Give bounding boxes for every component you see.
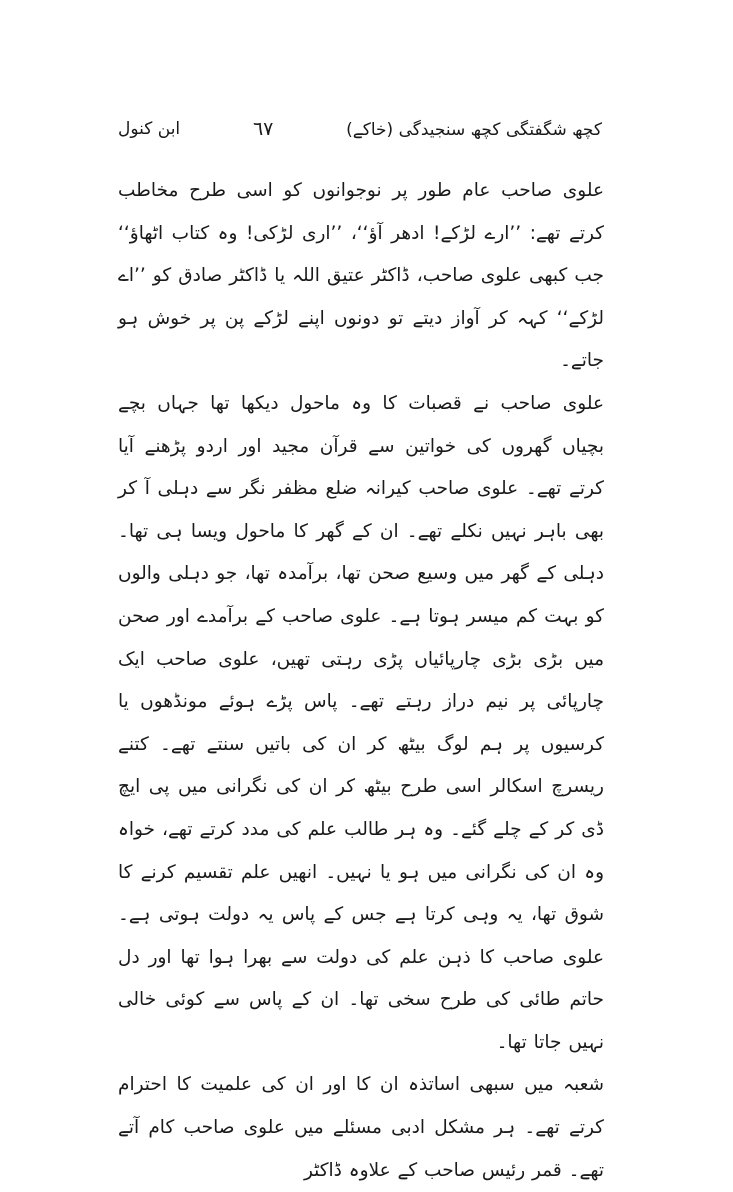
paragraph: علوی صاحب نے قصبات کا وہ ماحول دیکھا تھا جہاں بچے بچیاں گھروں کی خواتین سے قرآن مجید اور اردو پڑھنے آیا کرتے تھے۔ علوی صاحب کیرانہ ضلع مظفر نگر سے دہلی آ کر بھی باہر نہیں نکلے تھے۔ ان کے گھر کا ماحول ویسا ہی تھا۔ دہلی کے گھر میں وسیع صحن تھا، برآمدہ تھا، جو دہلی والوں کو بہت کم میسر ہوتا ہے۔ علوی صاحب کے برآمدے اور صحن میں بڑی بڑی چارپائیاں پڑی رہتی تھیں، علوی صاحب ایک چارپائی پر نیم دراز رہتے تھے۔ پاس پڑے ہوئے مونڈھوں یا کرسیوں پر ہم لوگ بیٹھ کر ان کی باتیں سنتے تھے۔ کتنے ریسرچ اسکالر اسی طرح بیٹھ کر ان کی نگرانی میں پی ایچ ڈی کر کے چلے گئے۔ وہ ہر طالب علم کی مدد کرتے تھے، خواہ وہ ان کی نگرانی میں ہو یا نہیں۔ انھیں علم تقسیم کرنے کا شوق تھا، یہ وہی کرتا ہے جس کے پاس یہ دولت ہوتی ہے۔ علوی صاحب کا ذہن علم کی دولت سے بھرا ہوا تھا اور دل حاتم طائی کی طرح سخی تھا۔ ان کے پاس سے کوئی خالی نہیں جاتا تھا۔ — [118, 392, 604, 1053]
paragraph: علوی صاحب عام طور پر نوجوانوں کو اسی طرح مخاطب کرتے تھے: ’’ارے لڑکے! ادھر آؤ‘‘، ’’اری لڑکی! وہ کتاب اٹھاؤ‘‘ جب کبھی علوی صاحب، ڈاکٹر عتیق اللہ یا ڈاکٹر صادق کو ’’اے لڑکے‘‘ کہہ کر آواز دیتے تو دونوں اپنے لڑکے پن پر خوش ہو جاتے۔ — [118, 180, 604, 372]
paragraph: شعبہ میں سبھی اساتذہ ان کا اور ان کی علمیت کا احترام کرتے تھے۔ ہر مشکل ادبی مسئلے میں علوی صاحب کام آتے تھے۔ قمر رئیس صاحب کے علاوہ ڈاکٹر — [118, 1074, 604, 1181]
page-number: ٦٧ — [252, 118, 274, 140]
author-name: ابن کنول — [118, 119, 181, 139]
body-text — [118, 170, 604, 1192]
running-header — [118, 112, 602, 146]
book-title: کچھ شگفتگی کچھ سنجیدگی (خاکے) — [346, 119, 602, 140]
